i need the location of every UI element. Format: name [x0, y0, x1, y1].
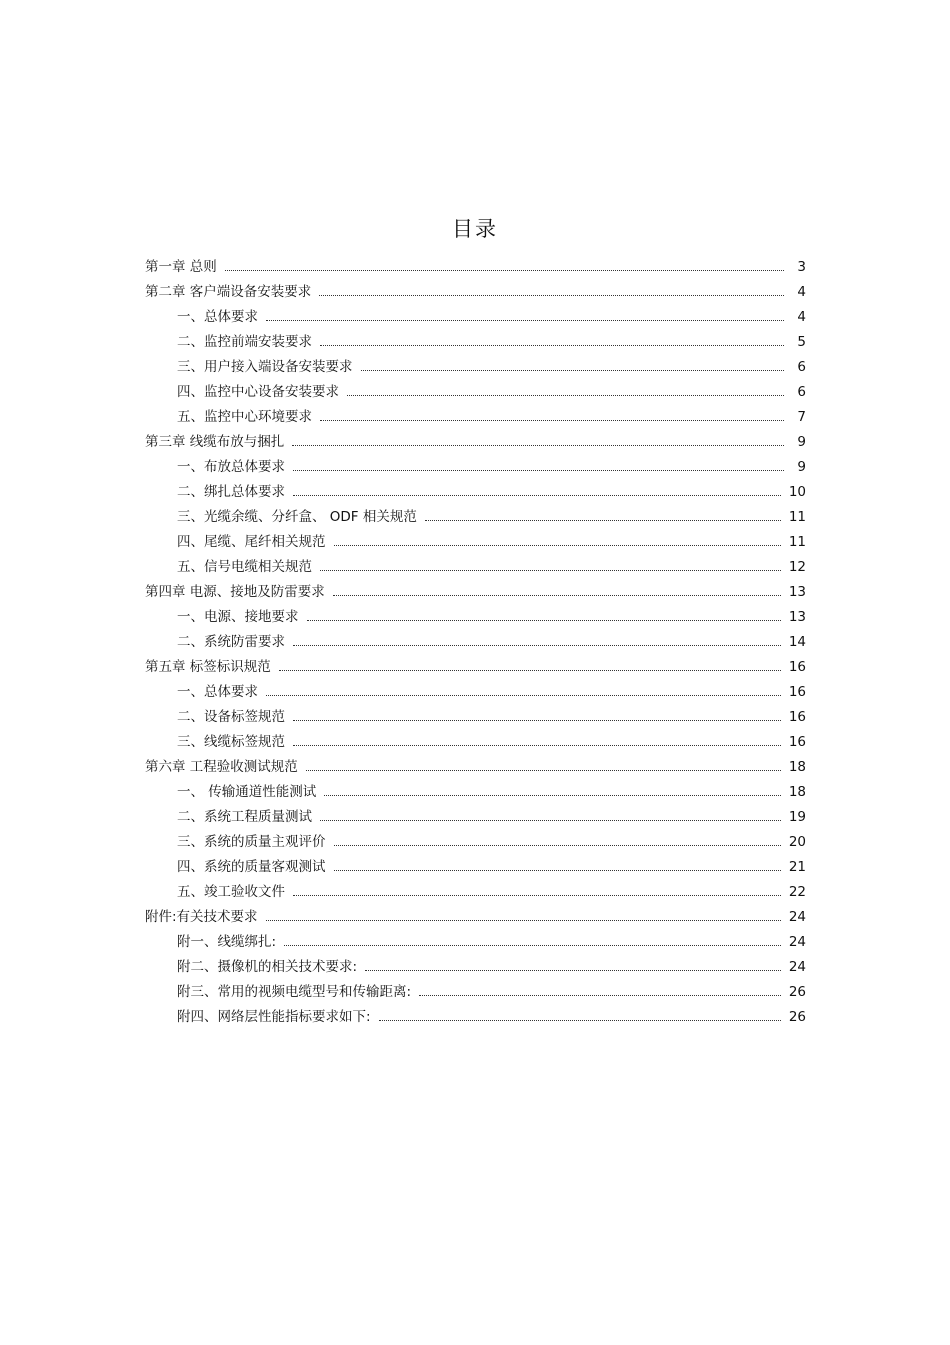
toc-dot-leader — [320, 420, 784, 421]
toc-dot-leader — [307, 620, 781, 621]
toc-entry-page-number: 11 — [788, 509, 806, 526]
toc-dot-leader — [293, 470, 784, 471]
toc-entry[interactable] — [145, 555, 806, 580]
toc-entry-page-number: 3 — [797, 259, 806, 275]
toc-entry[interactable] — [145, 330, 806, 355]
toc-entry[interactable] — [145, 680, 806, 705]
toc-entry[interactable] — [145, 730, 806, 755]
toc-entry-page-number: 14 — [788, 634, 806, 651]
toc-dot-leader — [320, 345, 784, 346]
toc-entry-label: 附三、常用的视频电缆型号和传输距离: — [177, 984, 412, 1001]
toc-entry-page-number: 26 — [788, 1009, 806, 1026]
toc-dot-leader — [284, 945, 781, 946]
toc-entry-page-number: 16 — [788, 709, 806, 726]
toc-entry-label: 四、尾缆、尾纤相关规范 — [177, 534, 326, 551]
toc-dot-leader — [361, 370, 785, 371]
toc-entry[interactable] — [145, 455, 806, 480]
toc-entry-label: 附件:有关技术要求 — [145, 909, 258, 926]
toc-entry-label: 附四、网络层性能指标要求如下: — [177, 1009, 371, 1026]
toc-entry-label: 三、用户接入端设备安装要求 — [177, 359, 353, 376]
toc-entry[interactable] — [145, 380, 806, 405]
toc-dot-leader — [324, 795, 781, 796]
toc-entry[interactable] — [145, 255, 806, 280]
toc-entry[interactable] — [145, 405, 806, 430]
toc-entry[interactable] — [145, 905, 806, 930]
toc-entry-page-number: 7 — [797, 409, 806, 426]
toc-entry-label: 四、系统的质量客观测试 — [177, 859, 326, 876]
toc-dot-leader — [365, 970, 781, 971]
toc-entry[interactable] — [145, 705, 806, 730]
toc-entry[interactable] — [145, 580, 806, 605]
toc-entry-label: 第二章 客户端设备安装要求 — [145, 284, 312, 301]
toc-entry[interactable] — [145, 930, 806, 955]
toc-entry-page-number: 11 — [788, 534, 806, 551]
table-of-contents — [145, 255, 806, 1030]
toc-entry-label: 五、监控中心环境要求 — [177, 409, 312, 426]
toc-entry[interactable] — [145, 605, 806, 630]
toc-dot-leader — [266, 695, 781, 696]
toc-dot-leader — [293, 645, 781, 646]
toc-entry-label: 四、监控中心设备安装要求 — [177, 384, 339, 401]
toc-entry-label: 二、设备标签规范 — [177, 709, 285, 726]
toc-entry-label: 附二、摄像机的相关技术要求: — [177, 959, 358, 976]
toc-dot-leader — [319, 295, 784, 296]
toc-entry-label: 第三章 线缆布放与捆扎 — [145, 434, 285, 451]
toc-dot-leader — [292, 445, 784, 446]
toc-entry-page-number: 24 — [788, 959, 806, 976]
toc-entry-page-number: 9 — [797, 434, 806, 451]
toc-entry-label: 一、 传输通道性能测试 — [177, 784, 317, 801]
toc-entry-label: 第五章 标签标识规范 — [145, 659, 271, 676]
toc-entry[interactable] — [145, 430, 806, 455]
toc-entry-label: 二、绑扎总体要求 — [177, 484, 285, 501]
toc-entry[interactable] — [145, 805, 806, 830]
toc-entry[interactable] — [145, 305, 806, 330]
toc-entry-page-number: 16 — [788, 659, 806, 676]
toc-entry[interactable] — [145, 280, 806, 305]
toc-entry-label: 五、竣工验收文件 — [177, 884, 285, 901]
toc-entry-page-number: 16 — [788, 734, 806, 751]
toc-entry-page-number: 24 — [788, 909, 806, 926]
toc-dot-leader — [293, 895, 781, 896]
toc-entry-page-number: 4 — [797, 309, 806, 326]
toc-title: 目录 — [452, 217, 498, 241]
toc-entry-label: 三、光缆余缆、分纤盒、 ODF 相关规范 — [177, 509, 417, 526]
toc-entry-page-number: 20 — [788, 834, 806, 851]
toc-entry-page-number: 10 — [788, 484, 806, 501]
toc-entry-page-number: 4 — [797, 284, 806, 301]
toc-entry-page-number: 22 — [788, 884, 806, 901]
toc-entry-label: 三、线缆标签规范 — [177, 734, 285, 751]
toc-entry[interactable] — [145, 655, 806, 680]
toc-entry-label: 第四章 电源、接地及防雷要求 — [145, 584, 325, 601]
toc-entry[interactable] — [145, 1005, 806, 1030]
toc-entry-label: 三、系统的质量主观评价 — [177, 834, 326, 851]
toc-entry-page-number: 5 — [797, 334, 806, 351]
toc-entry[interactable] — [145, 505, 806, 530]
toc-entry-label: 第一章 总则 — [145, 259, 217, 275]
toc-entry-label: 一、总体要求 — [177, 309, 258, 326]
toc-dot-leader — [320, 570, 781, 571]
toc-entry-page-number: 12 — [788, 559, 806, 576]
toc-entry-page-number: 16 — [788, 684, 806, 701]
toc-dot-leader — [334, 870, 781, 871]
toc-entry[interactable] — [145, 755, 806, 780]
toc-entry[interactable] — [145, 980, 806, 1005]
toc-dot-leader — [419, 995, 781, 996]
toc-entry-page-number: 21 — [788, 859, 806, 876]
toc-dot-leader — [293, 720, 781, 721]
toc-entry-page-number: 13 — [788, 609, 806, 626]
toc-entry-page-number: 26 — [788, 984, 806, 1001]
toc-entry-label: 第六章 工程验收测试规范 — [145, 759, 298, 776]
toc-entry-page-number: 9 — [797, 459, 806, 476]
toc-dot-leader — [225, 270, 784, 271]
toc-entry-label: 五、信号电缆相关规范 — [177, 559, 312, 576]
toc-entry-label: 一、布放总体要求 — [177, 459, 285, 476]
toc-dot-leader — [379, 1020, 781, 1021]
toc-entry-label: 一、电源、接地要求 — [177, 609, 299, 626]
toc-entry-label: 二、监控前端安装要求 — [177, 334, 312, 351]
toc-entry[interactable] — [145, 780, 806, 805]
toc-dot-leader — [306, 770, 781, 771]
toc-entry-label: 一、总体要求 — [177, 684, 258, 701]
toc-dot-leader — [334, 545, 781, 546]
toc-entry-page-number: 6 — [797, 359, 806, 376]
toc-entry[interactable] — [145, 830, 806, 855]
toc-entry-page-number: 6 — [797, 384, 806, 401]
toc-entry[interactable] — [145, 530, 806, 555]
toc-dot-leader — [333, 595, 781, 596]
toc-dot-leader — [293, 495, 781, 496]
toc-entry[interactable] — [145, 880, 806, 905]
toc-entry-page-number: 18 — [788, 784, 806, 801]
toc-dot-leader — [293, 745, 781, 746]
toc-entry[interactable] — [145, 855, 806, 880]
toc-entry[interactable] — [145, 480, 806, 505]
toc-entry-page-number: 24 — [788, 934, 806, 951]
toc-dot-leader — [334, 845, 781, 846]
toc-dot-leader — [279, 670, 781, 671]
toc-entry-page-number: 19 — [788, 809, 806, 826]
toc-entry[interactable] — [145, 955, 806, 980]
toc-entry-page-number: 18 — [788, 759, 806, 776]
toc-dot-leader — [425, 520, 781, 521]
toc-entry[interactable] — [145, 355, 806, 380]
toc-dot-leader — [320, 820, 781, 821]
toc-dot-leader — [266, 320, 784, 321]
toc-entry-page-number: 13 — [788, 584, 806, 601]
toc-entry[interactable] — [145, 630, 806, 655]
toc-entry-label: 附一、线缆绑扎: — [177, 934, 277, 951]
toc-entry-label: 二、系统防雷要求 — [177, 634, 285, 651]
toc-dot-leader — [347, 395, 784, 396]
toc-dot-leader — [266, 920, 781, 921]
toc-entry-label: 二、系统工程质量测试 — [177, 809, 312, 826]
